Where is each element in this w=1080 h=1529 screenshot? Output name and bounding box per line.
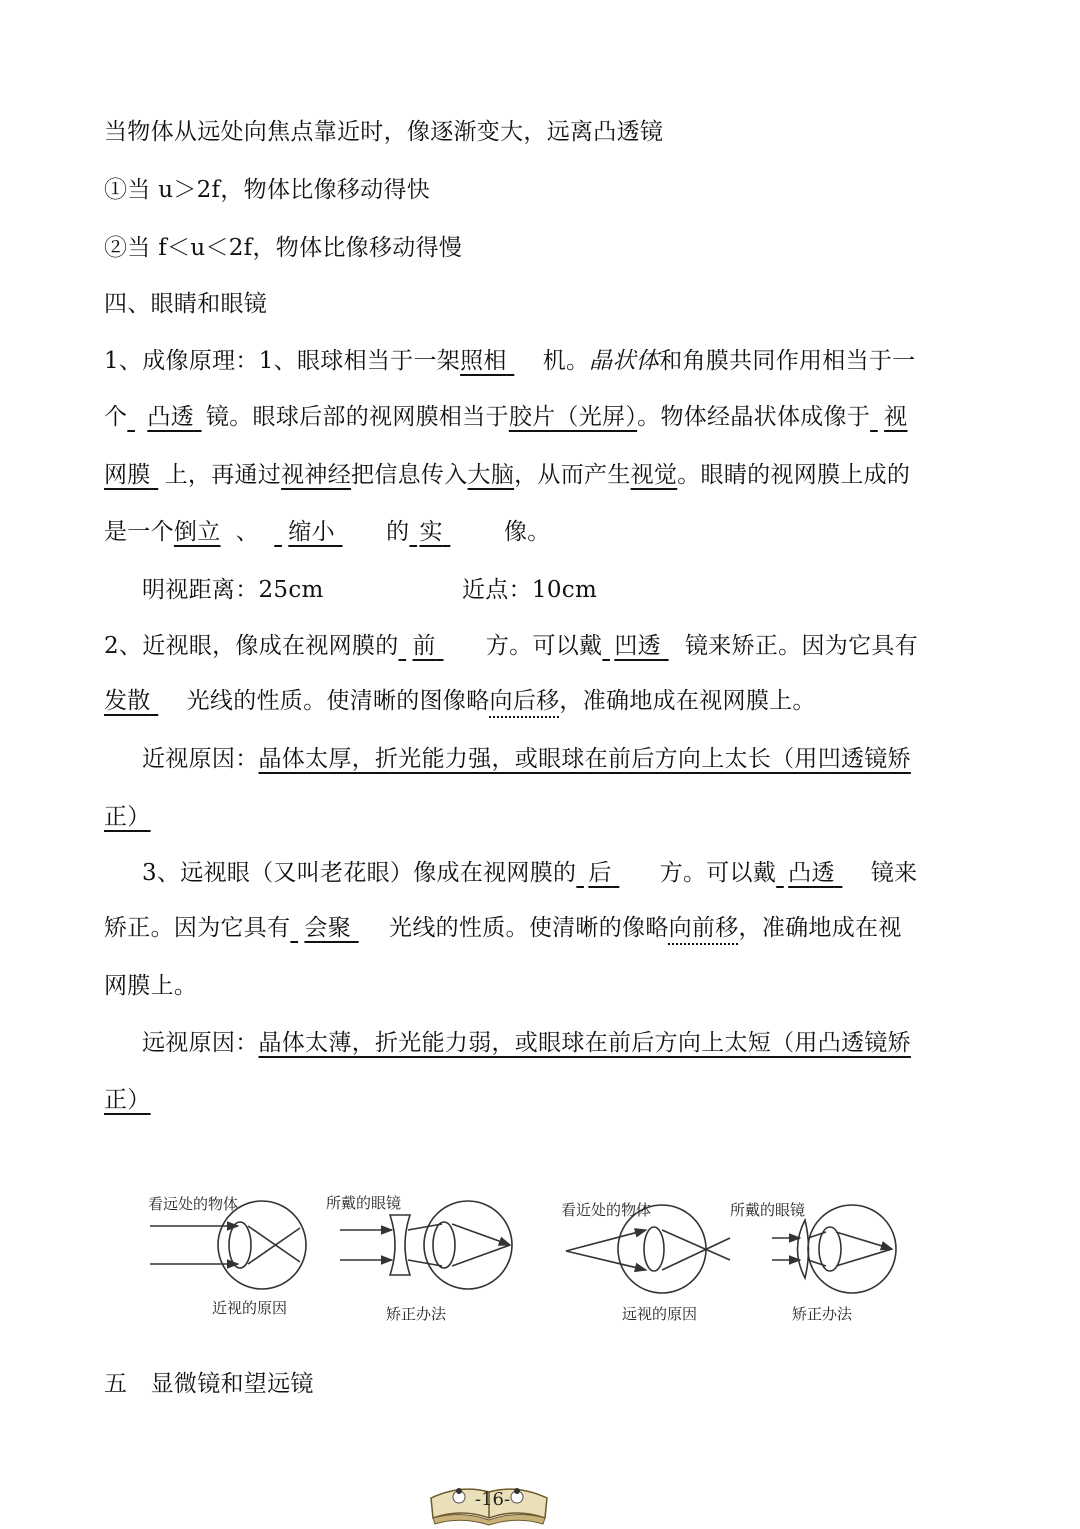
answer-blank: 凹透 bbox=[614, 633, 661, 659]
answer-blank: 大脑 bbox=[467, 462, 515, 488]
diagram-caption: 看远处的物体 bbox=[148, 1195, 239, 1213]
emphasis-dots: 向后移 bbox=[489, 688, 560, 714]
hyperopia-cause-line: 正） bbox=[104, 1087, 151, 1113]
section-heading: 四、眼睛和眼镜 bbox=[104, 291, 268, 317]
diagram-caption: 看近处的物体 bbox=[561, 1201, 652, 1219]
paragraph-line: 发散 光线的性质。使清晰的图像略向后移，准确地成在视网膜上。 bbox=[104, 688, 816, 714]
diagram-caption: 矫正办法 bbox=[386, 1305, 447, 1323]
diagram-caption: 矫正办法 bbox=[792, 1305, 853, 1323]
text-line: ②当 f＜u＜2f，物体比像移动得慢 bbox=[104, 235, 463, 261]
emphasis-dots: 向前移 bbox=[668, 915, 739, 941]
answer-blank: 凸透 bbox=[788, 860, 835, 886]
diagram-caption: 近视的原因 bbox=[212, 1299, 288, 1317]
myopia-eye-figure bbox=[150, 1201, 306, 1289]
text-line: ①当 u＞2f，物体比像移动得快 bbox=[104, 177, 431, 203]
answer-blank: 后 bbox=[588, 860, 612, 886]
section-heading: 五 显微镜和望远镜 bbox=[104, 1371, 314, 1397]
answer-blank: 视觉 bbox=[630, 462, 678, 488]
answer-blank: 视 bbox=[884, 404, 908, 430]
myopia-cause-line: 正） bbox=[104, 804, 151, 830]
paragraph-line: 3、远视眼（又叫老花眼）像成在视网膜的 后 方。可以戴 凸透 镜来 bbox=[142, 860, 918, 886]
answer-blank: 网膜 bbox=[104, 462, 151, 488]
hyperopia-cause-line: 远视原因：晶体太薄，折光能力弱，或眼球在前后方向上太短（用凸透镜矫 bbox=[142, 1030, 911, 1056]
clear-vision-distance: 明视距离：25cm bbox=[142, 577, 324, 603]
paragraph-line: 个 凸透 镜。眼球后部的视网膜相当于胶片（光屏）。物体经晶状体成像于 视 bbox=[104, 404, 908, 430]
text-line: 当物体从远处向焦点靠近时，像逐渐变大，远离凸透镜 bbox=[104, 119, 664, 145]
answer-blank: 会聚 bbox=[304, 915, 352, 941]
myopia-cause-line: 近视原因：晶体太厚，折光能力强，或眼球在前后方向上太长（用凹透镜矫 bbox=[142, 746, 911, 772]
answer-blank: 发散 bbox=[104, 688, 151, 714]
paragraph-line: 是一个倒立 、 缩小 的 实 像。 bbox=[104, 519, 551, 545]
paragraph-line: 矫正。因为它具有 会聚 光线的性质。使清晰的像略向前移，准确地成在视 bbox=[104, 915, 902, 941]
answer-blank: 凸透 bbox=[147, 404, 194, 430]
answer-blank: 实 bbox=[419, 519, 443, 545]
answer-blank: 胶片（光屏） bbox=[508, 404, 638, 430]
paragraph-line: 2、近视眼，像成在视网膜的 前 方。可以戴 凹透 镜来矫正。因为它具有 bbox=[104, 633, 918, 659]
answer-blank: 倒立 bbox=[173, 519, 221, 545]
answer-blank: 缩小 bbox=[288, 519, 335, 545]
diagram-caption: 远视的原因 bbox=[622, 1305, 698, 1323]
answer-blank: 视神经 bbox=[281, 462, 352, 488]
diagram-caption: 所戴的眼镜 bbox=[326, 1194, 402, 1212]
near-point: 近点：10cm bbox=[462, 577, 598, 603]
diagram-caption: 所戴的眼镜 bbox=[730, 1201, 806, 1219]
concave-lens-correction-figure bbox=[340, 1201, 512, 1289]
answer-blank: 照相 bbox=[460, 348, 507, 374]
paragraph-line: 网膜上。 bbox=[104, 973, 198, 999]
answer-blank: 前 bbox=[412, 633, 436, 659]
paragraph-line: 网膜 上，再通过视神经把信息传入大脑，从而产生视觉。眼睛的视网膜上成的 bbox=[104, 462, 911, 488]
paragraph-line: 1、成像原理：1、眼球相当于一架照相 机。晶状体和角膜共同作用相当于一 bbox=[104, 348, 916, 374]
page-number: -16- bbox=[475, 1489, 511, 1510]
